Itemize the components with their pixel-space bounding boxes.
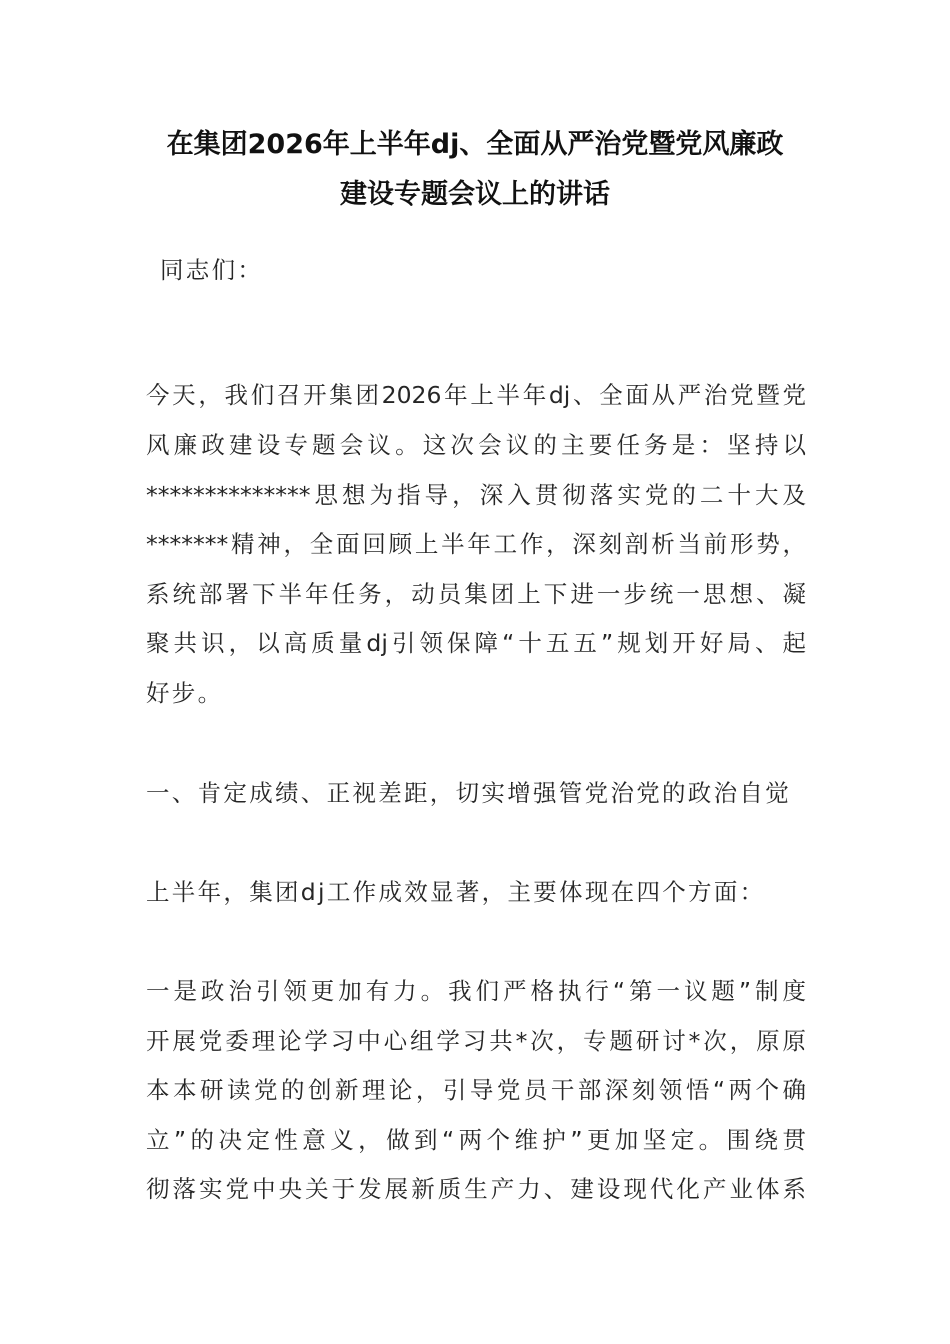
point-one-line: 开展党委理论学习中心组学习共*次，专题研讨*次，原原 (146, 1027, 806, 1055)
intro-line: 今天，我们召开集团2026年上半年dj、全面从严治党暨党 (146, 381, 806, 409)
intro-line: 聚共识，以高质量dj引领保障“十五五”规划开好局、起 (146, 629, 806, 657)
section-heading: 一、肯定成绩、正视差距，切实增强管党治党的政治自觉 (146, 779, 791, 807)
document-title-line-2: 建设专题会议上的讲话 (340, 179, 610, 210)
document-title-line-1: 在集团2026年上半年dj、全面从严治党暨党风廉政 (166, 129, 784, 160)
intro-line: 好步。 (146, 679, 224, 707)
intro-line: **************思想为指导，深入贯彻落实党的二十大及 (146, 481, 806, 509)
point-one-line: 一是政治引领更加有力。我们严格执行“第一议题”制度 (146, 977, 806, 1005)
point-one-line: 立”的决定性意义，做到“两个维护”更加坚定。围绕贯 (146, 1126, 806, 1154)
salutation: 同志们： (160, 256, 264, 284)
intro-line: 系统部署下半年任务，动员集团上下进一步统一思想、凝 (146, 580, 806, 608)
point-one-line: 彻落实党中央关于发展新质生产力、建设现代化产业体系 (146, 1175, 806, 1203)
summary-line: 上半年，集团dj工作成效显著，主要体现在四个方面： (146, 878, 766, 906)
point-one-line: 本本研读党的创新理论，引导党员干部深刻领悟“两个确 (146, 1076, 806, 1104)
intro-line: 风廉政建设专题会议。这次会议的主要任务是：坚持以 (146, 431, 806, 459)
intro-line: *******精神，全面回顾上半年工作，深刻剖析当前形势， (146, 530, 806, 558)
